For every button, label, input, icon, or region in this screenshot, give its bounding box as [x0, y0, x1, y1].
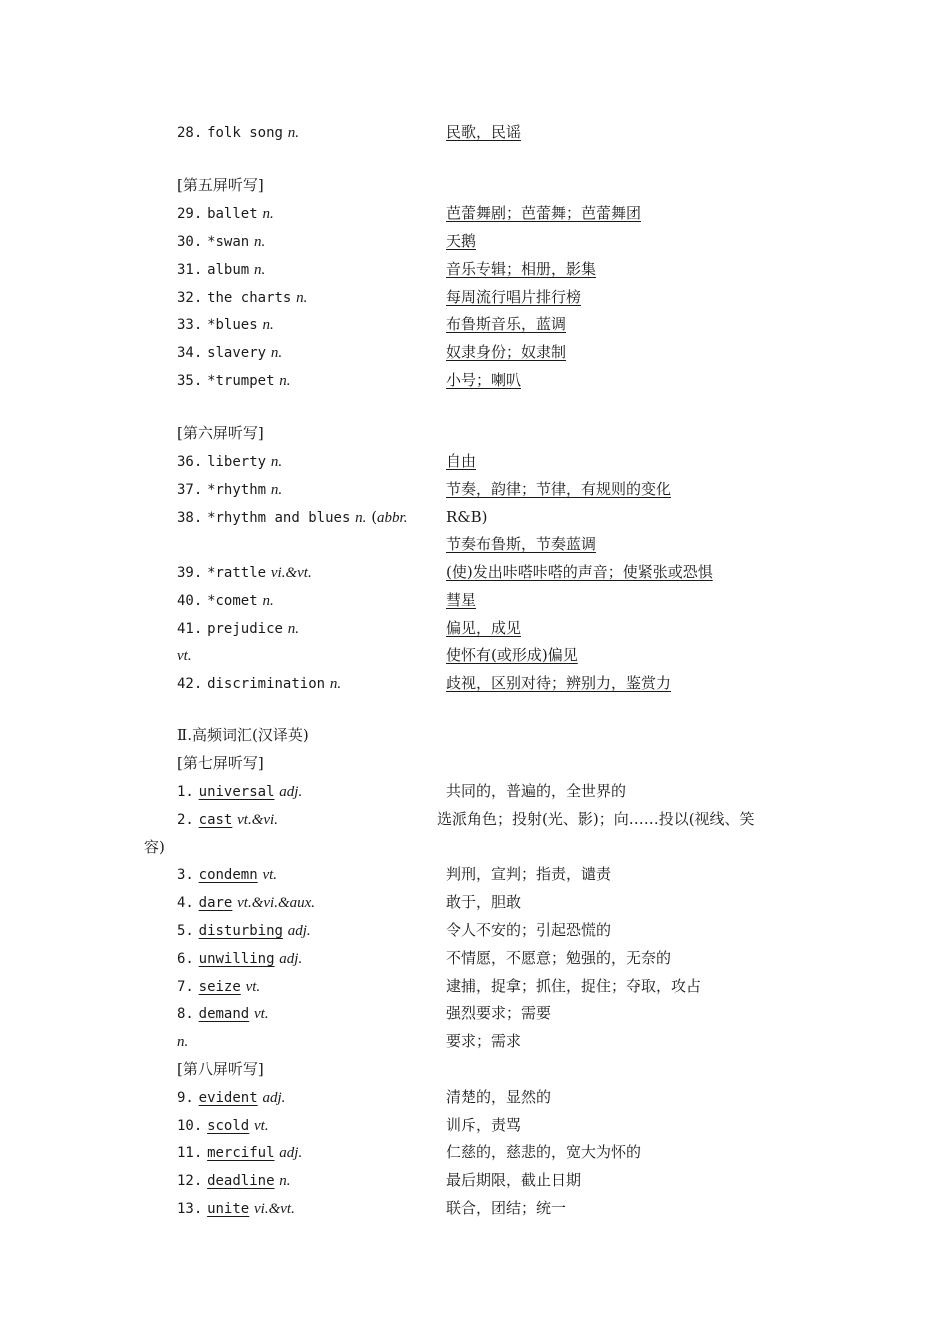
part-of-speech: n.	[262, 317, 274, 333]
english-word: dare	[198, 895, 233, 911]
vocab-row	[177, 973, 702, 999]
chinese-meaning: 奴隶身份；奴隶制	[446, 343, 567, 361]
vocab-row	[177, 119, 522, 145]
item-number: 1.	[177, 784, 194, 800]
english-word: unwilling	[198, 951, 275, 967]
chinese-meaning: 选派角色；投射(光、影)；向……投以(视线、笑	[437, 810, 755, 828]
abbr-label: abbr.	[377, 510, 408, 526]
abbr-value: R&B)	[446, 508, 488, 526]
vocab-row	[177, 945, 672, 971]
item-number: 35.	[177, 373, 203, 389]
part-of-speech: vt.&vi.&aux.	[237, 895, 316, 911]
vocab-row	[177, 228, 477, 254]
item-number: 28.	[177, 125, 203, 141]
english-word: *blues	[207, 317, 258, 333]
chinese-meaning: 音乐专辑；相册，影集	[446, 260, 597, 278]
chinese-meaning: 使怀有(或形成)偏见	[446, 646, 578, 664]
english-word: universal	[198, 784, 275, 800]
item-number: 9.	[177, 1090, 194, 1106]
part-of-speech: n.	[287, 621, 299, 637]
vocab-row	[177, 1028, 522, 1054]
english-word: unite	[207, 1201, 250, 1217]
item-number: 42.	[177, 676, 203, 692]
english-word: ballet	[207, 206, 258, 222]
section-title: Ⅱ.高频词汇(汉译英)	[177, 726, 309, 744]
vocab-row	[177, 778, 627, 804]
english-word: condemn	[198, 867, 258, 883]
chinese-meaning: 令人不安的；引起恐慌的	[446, 921, 612, 939]
part-of-speech: vt.	[254, 1006, 269, 1022]
english-word: evident	[198, 1090, 258, 1106]
english-word: *rattle	[207, 565, 267, 581]
vocab-row	[177, 284, 582, 310]
english-word: demand	[198, 1006, 250, 1022]
vocab-row	[177, 806, 755, 832]
part-of-speech: n.	[262, 593, 274, 609]
vocab-row	[177, 615, 522, 641]
english-word: seize	[198, 979, 241, 995]
english-word: slavery	[207, 345, 267, 361]
item-number: 32.	[177, 290, 203, 306]
item-number: 34.	[177, 345, 203, 361]
vocab-row	[177, 367, 522, 393]
vocab-row	[177, 200, 642, 226]
vocab-row	[177, 1112, 522, 1138]
group-header: [第五屏听写]	[177, 176, 264, 194]
part-of-speech: vi.&vt.	[254, 1201, 295, 1217]
abbr-paren: (	[371, 508, 378, 526]
part-of-speech: n.	[279, 373, 291, 389]
chinese-meaning: 强烈要求；需要	[446, 1004, 552, 1022]
part-of-speech: vt.	[254, 1118, 269, 1134]
chinese-meaning: 清楚的，显然的	[446, 1088, 552, 1106]
chinese-meaning-wrap: 容)	[144, 838, 165, 856]
item-number: 10.	[177, 1118, 203, 1134]
chinese-meaning: 天鹅	[446, 232, 477, 250]
english-word: *trumpet	[207, 373, 275, 389]
part-of-speech: n.	[262, 206, 274, 222]
chinese-meaning: 歧视，区别对待；辨别力，鉴赏力	[446, 674, 672, 692]
vocab-row	[177, 504, 488, 530]
part-of-speech: n.	[355, 510, 367, 526]
english-word: the charts	[207, 290, 292, 306]
chinese-meaning: 芭蕾舞剧；芭蕾舞；芭蕾舞团	[446, 204, 642, 222]
english-word: disturbing	[198, 923, 283, 939]
vocab-row	[177, 1084, 552, 1110]
english-word: deadline	[207, 1173, 275, 1189]
chinese-meaning: 仁慈的，慈悲的，宽大为怀的	[446, 1143, 642, 1161]
vocab-row	[177, 889, 522, 915]
vocab-row-wrap	[144, 834, 165, 860]
vocab-row	[177, 559, 713, 585]
part-of-speech: adj.	[279, 784, 303, 800]
part-of-speech: n.	[287, 125, 299, 141]
part-of-speech: adj.	[279, 1145, 303, 1161]
chinese-meaning: 逮捕，捉拿；抓住，捉住；夺取，攻占	[446, 977, 702, 995]
item-number: 2.	[177, 812, 194, 828]
chinese-meaning: 偏见，成见	[446, 619, 522, 637]
chinese-meaning: 每周流行唱片排行榜	[446, 288, 582, 306]
vocab-row	[177, 311, 567, 337]
vocab-row	[177, 339, 567, 365]
part-of-speech: n.	[254, 262, 266, 278]
part-of-speech: n.	[177, 1034, 189, 1050]
part-of-speech: vt.	[245, 979, 261, 995]
vocab-row	[177, 917, 612, 943]
item-number: 12.	[177, 1173, 203, 1189]
part-of-speech: n.	[270, 482, 283, 498]
part-of-speech: vi.&vt.	[270, 565, 312, 581]
part-of-speech: vt.&vi.	[237, 812, 278, 828]
chinese-meaning: 判刑，宣判；指责，谴责	[446, 865, 612, 883]
english-word: liberty	[207, 454, 267, 470]
chinese-meaning: 民歌，民谣	[446, 123, 522, 141]
chinese-meaning: 自由	[446, 452, 477, 470]
vocab-row	[177, 1000, 552, 1026]
item-number: 8.	[177, 1006, 194, 1022]
vocab-row	[177, 1139, 642, 1165]
vocab-row	[177, 861, 612, 887]
item-number: 4.	[177, 895, 194, 911]
english-word: scold	[207, 1118, 250, 1134]
english-word: folk song	[207, 125, 283, 141]
item-number: 5.	[177, 923, 194, 939]
item-number: 7.	[177, 979, 194, 995]
item-number: 33.	[177, 317, 203, 333]
item-number: 29.	[177, 206, 203, 222]
chinese-meaning: 彗星	[446, 591, 477, 609]
item-number: 11.	[177, 1145, 203, 1161]
english-word: *rhythm and blues	[207, 510, 351, 526]
vocab-row	[177, 1167, 582, 1193]
chinese-meaning: 联合，团结；统一	[446, 1199, 567, 1217]
english-word: cast	[198, 812, 233, 828]
part-of-speech: vt.	[177, 648, 192, 664]
chinese-meaning: 最后期限，截止日期	[446, 1171, 582, 1189]
part-of-speech: adj.	[287, 923, 311, 939]
item-number: 30.	[177, 234, 203, 250]
chinese-meaning: 小号；喇叭	[446, 371, 522, 389]
chinese-meaning: 节奏，韵律；节律，有规则的变化	[446, 480, 672, 498]
item-number: 3.	[177, 867, 194, 883]
group-header: [第八屏听写]	[177, 1060, 264, 1078]
part-of-speech: adj.	[279, 951, 303, 967]
vocab-row	[177, 670, 672, 696]
english-word: *rhythm	[207, 482, 267, 498]
part-of-speech: n.	[296, 290, 308, 306]
part-of-speech: adj.	[262, 1090, 286, 1106]
vocab-row	[177, 448, 477, 474]
item-number: 40.	[177, 593, 203, 609]
item-number: 37.	[177, 482, 203, 498]
chinese-meaning: 敢于，胆敢	[446, 893, 522, 911]
part-of-speech: n.	[254, 234, 266, 250]
item-number: 13.	[177, 1201, 203, 1217]
item-number: 6.	[177, 951, 194, 967]
chinese-meaning: 不情愿，不愿意；勉强的，无奈的	[446, 949, 672, 967]
vocab-row	[177, 476, 672, 502]
chinese-meaning: 共同的，普遍的，全世界的	[446, 782, 627, 800]
item-number: 36.	[177, 454, 203, 470]
part-of-speech: n.	[270, 345, 283, 361]
chinese-meaning: (使)发出咔嗒咔嗒的声音；使紧张或恐惧	[446, 563, 713, 581]
vocab-row	[177, 587, 477, 613]
group-header: [第七屏听写]	[177, 754, 264, 772]
vocab-row	[177, 1195, 567, 1221]
item-number: 39.	[177, 565, 203, 581]
chinese-meaning: 布鲁斯音乐，蓝调	[446, 315, 567, 333]
item-number: 38.	[177, 510, 203, 526]
english-word: discrimination	[207, 676, 326, 692]
english-word: *swan	[207, 234, 250, 250]
part-of-speech: n.	[279, 1173, 291, 1189]
group-header: [第六屏听写]	[177, 424, 264, 442]
chinese-meaning: 要求；需求	[446, 1032, 522, 1050]
english-word: album	[207, 262, 250, 278]
chinese-meaning: 训斥，责骂	[446, 1116, 522, 1134]
part-of-speech: vt.	[262, 867, 278, 883]
english-word: prejudice	[207, 621, 283, 637]
english-word: *comet	[207, 593, 258, 609]
chinese-meaning: 节奏布鲁斯，节奏蓝调	[446, 535, 597, 553]
part-of-speech: n.	[329, 676, 342, 692]
vocab-row	[177, 642, 578, 668]
english-word: merciful	[207, 1145, 275, 1161]
item-number: 41.	[177, 621, 203, 637]
item-number: 31.	[177, 262, 203, 278]
part-of-speech: n.	[270, 454, 283, 470]
vocab-row	[177, 256, 597, 282]
